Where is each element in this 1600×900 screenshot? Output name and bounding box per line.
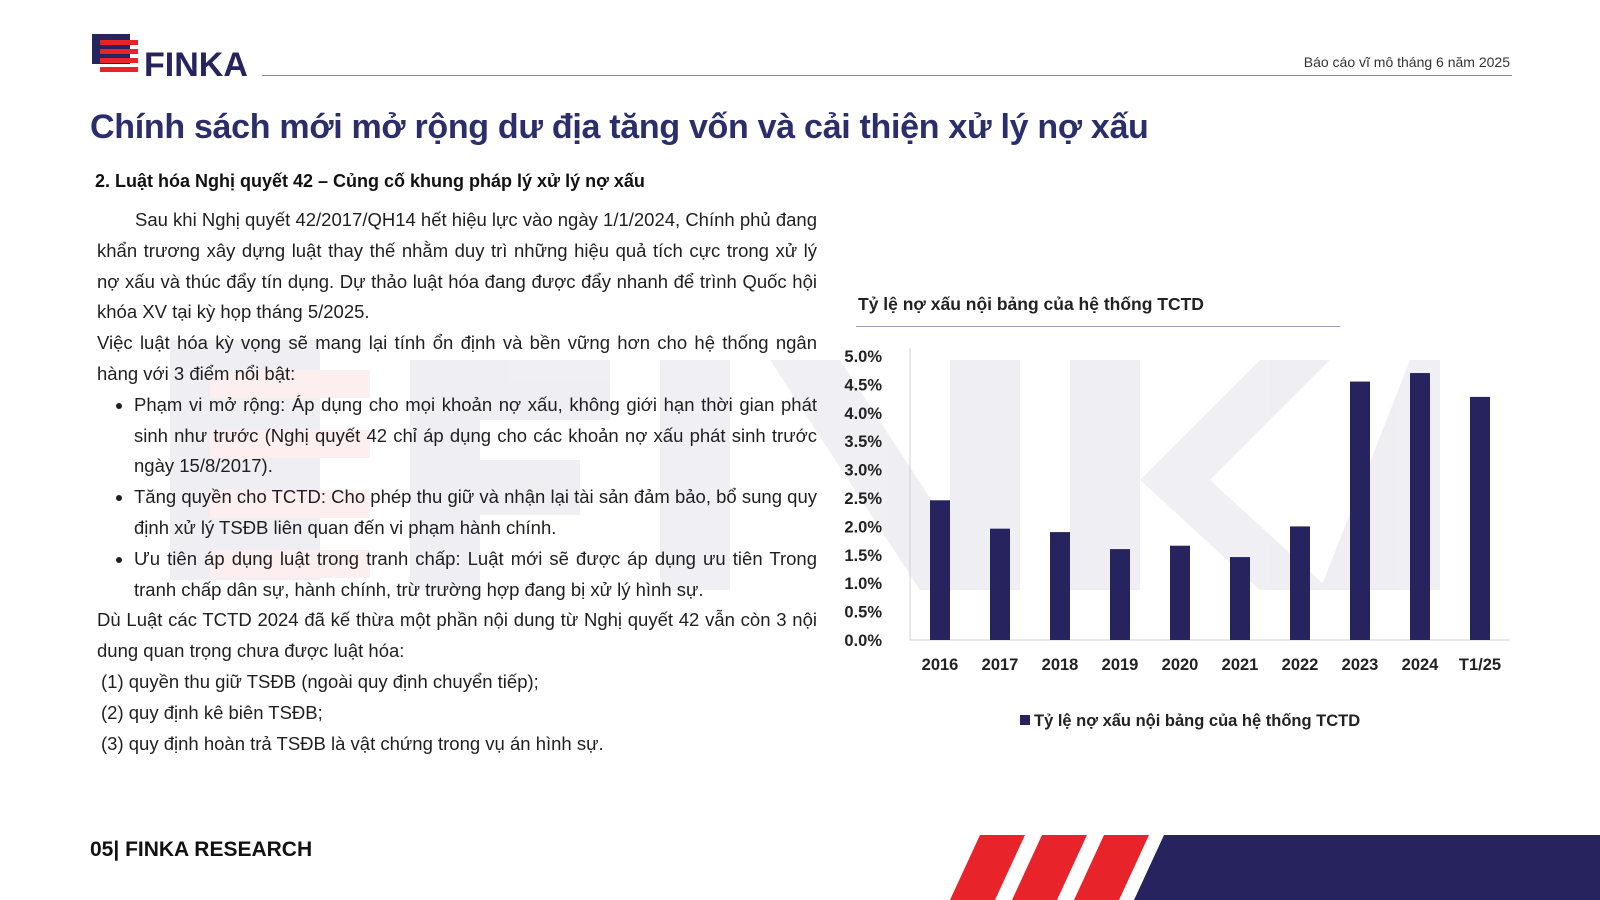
section-heading: 2. Luật hóa Nghị quyết 42 – Củng cố khung pháp lý xử lý nợ xấu	[95, 171, 645, 191]
report-label: Báo cáo vĩ mô tháng 6 năm 2025	[1303, 54, 1510, 70]
y-tick-label: 1.0%	[844, 575, 882, 594]
legend-swatch	[1020, 715, 1030, 725]
x-tick-label: 2016	[921, 656, 959, 674]
legend-label: Tỷ lệ nợ xấu nội bảng của hệ thống TCTD	[1034, 712, 1361, 730]
x-tick-label: 2024	[1401, 656, 1439, 674]
bar	[1170, 546, 1190, 640]
y-tick-label: 2.0%	[844, 518, 882, 537]
npl-bar-chart	[844, 340, 1540, 740]
bar	[1230, 557, 1250, 640]
numbered-item: (3) quy định hoàn trả TSĐB là vật chứng trong vụ án hình sự.	[101, 732, 604, 754]
y-tick-label: 0.0%	[844, 632, 882, 650]
y-tick-label: 0.5%	[844, 603, 882, 622]
page-title: Chính sách mới mở rộng dư địa tăng vốn và cải thiện xử lý nợ xấu	[90, 108, 1149, 146]
chart-title: Tỷ lệ nợ xấu nội bảng của hệ thống TCTD	[858, 294, 1204, 314]
body-paragraph-1: Sau khi Nghị quyết 42/2017/QH14 hết hiệu lực vào ngày 1/1/2024, Chính phủ đang khẩn trương xây dựng luật thay thế nhằm duy trì những hiệu quả tích cực trong xử lý nợ xấu và thúc đẩy tín dụng. Dự thảo luật hóa đang được đẩy nhanh để trình Quốc hội khóa XV tại kỳ họp tháng 5/2025.	[97, 209, 817, 323]
y-tick-label: 3.0%	[844, 461, 882, 480]
y-tick-label: 1.5%	[844, 546, 882, 565]
y-tick-label: 4.5%	[844, 376, 882, 395]
body-text	[97, 205, 817, 759]
logo-text: FINKA	[144, 46, 248, 84]
bar	[1110, 549, 1130, 640]
bar	[1050, 532, 1070, 640]
body-paragraph-2: Việc luật hóa kỳ vọng sẽ mang lại tính ổn định và bền vững hơn cho hệ thống ngân hàng với 3 điểm nổi bật:	[97, 332, 817, 384]
y-tick-label: 3.5%	[844, 433, 882, 452]
highlight-item: • Phạm vi mở rộng: Áp dụng cho mọi khoản nợ xấu, không giới hạn thời gian phát sinh như trước (Nghị quyết 42 chỉ áp dụng cho các khoản nợ xấu phát sinh trước ngày 15/8/2017).	[134, 390, 817, 482]
y-tick-label: 2.5%	[844, 490, 882, 508]
header-divider	[262, 75, 1512, 76]
y-tick-label: 5.0%	[844, 348, 882, 366]
bar	[1350, 382, 1370, 640]
bar	[1470, 397, 1490, 640]
chart-title-divider	[856, 326, 1340, 327]
highlight-list	[97, 390, 817, 606]
bar	[990, 529, 1010, 640]
finka-logo	[92, 32, 262, 84]
numbered-item: (2) quy định kê biên TSĐB;	[101, 701, 323, 723]
x-tick-label: 2020	[1161, 656, 1199, 674]
y-tick-label: 4.0%	[844, 404, 882, 423]
numbered-item: (1) quyền thu giữ TSĐB (ngoài quy định chuyển tiếp);	[101, 670, 539, 692]
x-tick-label: 2017	[981, 656, 1019, 674]
x-tick-label: 2021	[1221, 656, 1259, 674]
x-tick-label: 2022	[1281, 656, 1319, 674]
highlight-item: • Tăng quyền cho TCTD: Cho phép thu giữ và nhận lại tài sản đảm bảo, bổ sung quy định xử lý TSĐB liên quan đến vi phạm hành chính.	[134, 482, 817, 544]
x-tick-label: 2019	[1101, 656, 1139, 674]
highlight-item: • Ưu tiên áp dụng luật trong tranh chấp: Luật mới sẽ được áp dụng ưu tiên Trong tranh chấp dân sự, hành chính, trừ trường hợp đang bị xử lý hình sự.	[134, 544, 817, 606]
footer-stripes	[950, 835, 1600, 900]
bar	[1410, 373, 1430, 640]
x-tick-label: 2023	[1341, 656, 1379, 674]
x-tick-label: T1/25	[1458, 656, 1502, 674]
x-tick-label: 2018	[1041, 656, 1079, 674]
body-paragraph-3: Dù Luật các TCTD 2024 đã kế thừa một phần nội dung từ Nghị quyết 42 vẫn còn 3 nội dung quan trọng chưa được luật hóa:	[97, 609, 817, 662]
footer-label: 05| FINKA RESEARCH	[90, 838, 313, 861]
bar	[1290, 526, 1310, 640]
bar	[930, 500, 950, 640]
